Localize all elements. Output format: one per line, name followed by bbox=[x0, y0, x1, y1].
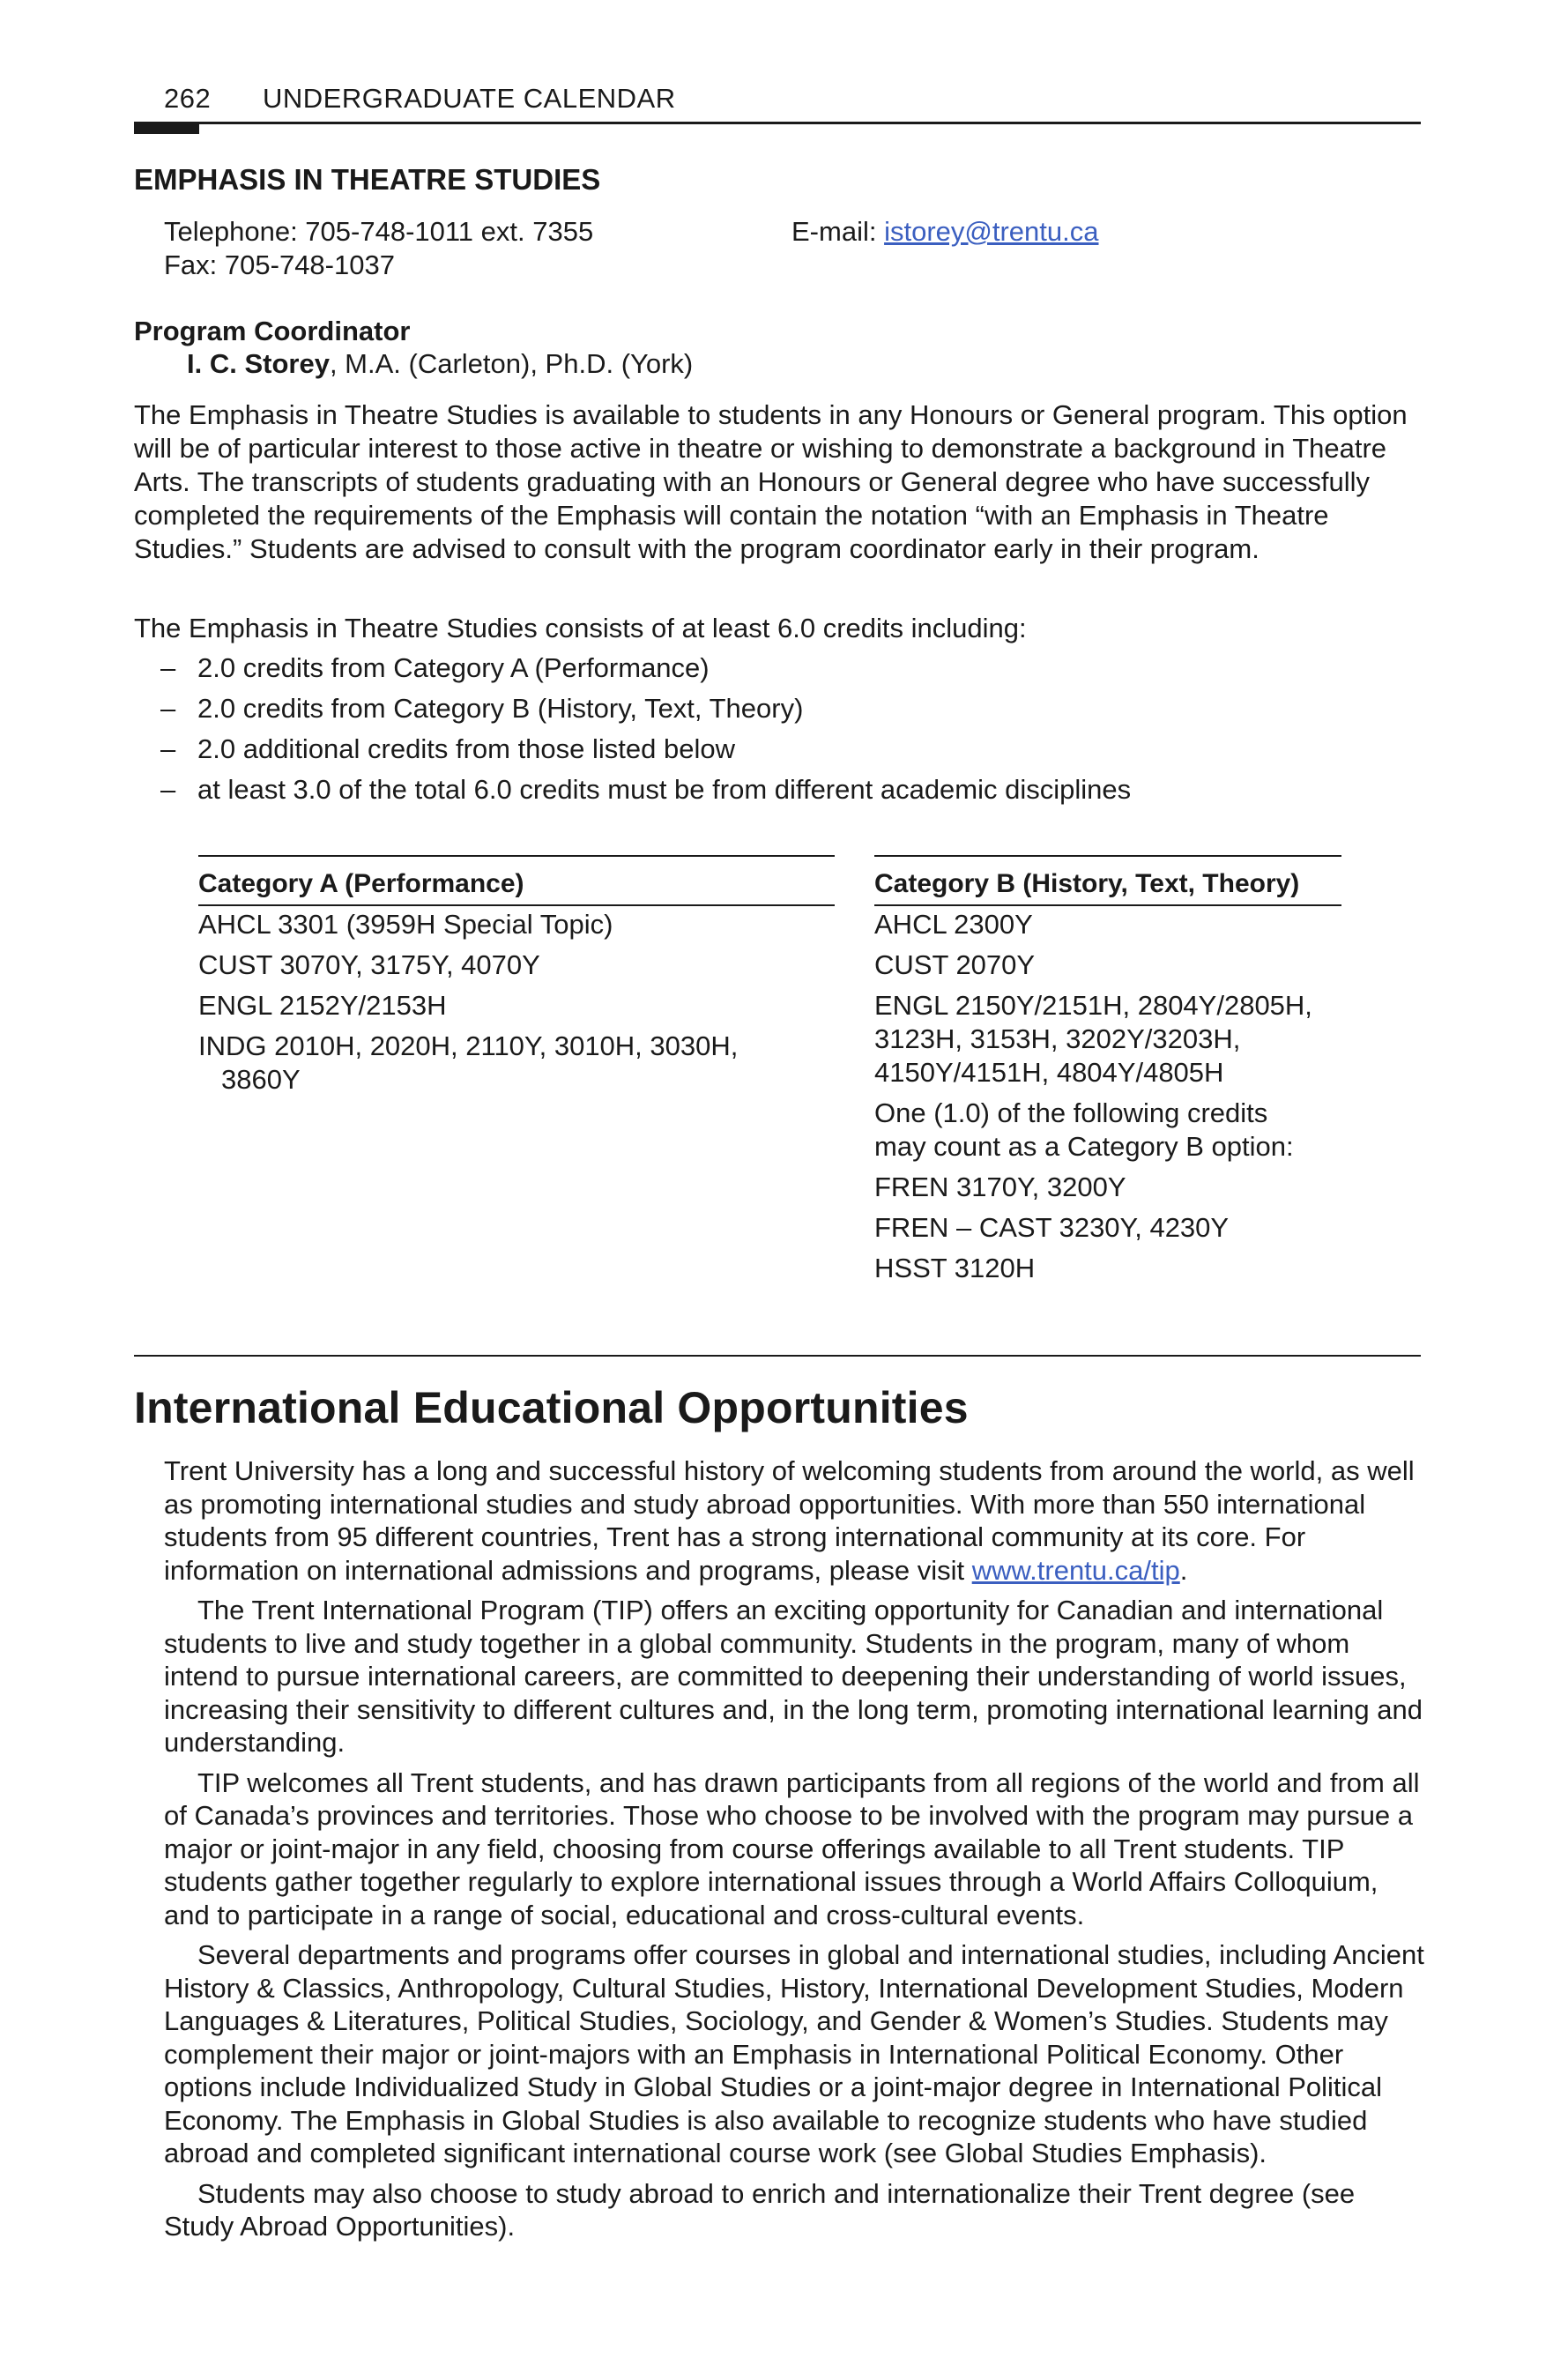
theatre-intro: The Emphasis in Theatre Studies is available to students in any Honours or General program. This option will be of particular interest to those active in theatre or wishing to demonstrate a background in Theatre Arts. The transcripts of students graduating with an Honours or General degree who have successfully completed the requirements of the Emphasis will contain the notation “with an Emphasis in Theatre Studies.” Students are advised to consult with the program coordinator early in their program. bbox=[134, 399, 1408, 564]
list-item: FREN – CAST 3230Y, 4230Y bbox=[874, 1212, 1230, 1243]
category-b-top-rule bbox=[874, 855, 1341, 857]
fax: Fax: 705-748-1037 bbox=[164, 249, 395, 280]
international-body bbox=[164, 1454, 1424, 2250]
list-item: HSST 3120H bbox=[874, 1253, 1036, 1283]
requirements-lead: The Emphasis in Theatre Studies consists of at least 6.0 credits including: bbox=[134, 613, 1027, 643]
theatre-heading: EMPHASIS IN THEATRE STUDIES bbox=[134, 163, 601, 196]
header-rule bbox=[134, 122, 1421, 124]
international-heading: International Educational Opportunities bbox=[134, 1383, 969, 1432]
running-title: UNDERGRADUATE CALENDAR bbox=[263, 83, 676, 114]
page-number: 262 bbox=[164, 83, 212, 114]
category-b-list bbox=[874, 908, 1368, 1292]
international-paragraph-2: The Trent International Program (TIP) offers an exciting opportunity for Canadian and international students to live and study together in a global community. Students in the program, many of whom intend to pursue international careers, are committed to deepening their understanding of world issues, increasing their sensitivity to different cultures and, in the long term, promoting international learning and understanding. bbox=[164, 1595, 1423, 1758]
category-a-top-rule bbox=[198, 855, 835, 857]
list-item: AHCL 3301 (3959H Special Topic) bbox=[198, 909, 613, 940]
email-label: E-mail: bbox=[791, 216, 885, 247]
list-item: AHCL 2300Y bbox=[874, 909, 1033, 940]
category-a-header-rule bbox=[198, 904, 835, 906]
running-header bbox=[164, 83, 676, 115]
category-a-list bbox=[198, 908, 835, 1104]
list-item: – 2.0 additional credits from those listed below bbox=[160, 733, 735, 764]
coordinator-name: I. C. Storey bbox=[187, 348, 330, 379]
international-paragraph-4: Several departments and programs offer courses in global and international studies, including Ancient History & Classics, Anthropology, Cultural Studies, History, International Development Studies, Modern Languages & Literatures, Political Studies, Sociology, and Gender & Women’s Studies. Students may complement their major or joint-majors with an Emphasis in International Political Economy. Other options include Individualized Study in Global Studies or a joint-major degree in International Political Economy. The Emphasis in Global Studies is also available to recognize students who have studied abroad and completed significant international course work (see Global Studies Emphasis). bbox=[164, 1939, 1424, 2168]
list-item: INDG 2010H, 2020H, 2110Y, 3010H, 3030H, bbox=[198, 1030, 739, 1061]
contact-email bbox=[791, 215, 1098, 249]
list-item: ENGL 2152Y/2153H bbox=[198, 990, 447, 1021]
header-tab-bar bbox=[134, 122, 199, 134]
list-item: CUST 3070Y, 3175Y, 4070Y bbox=[198, 949, 540, 980]
international-paragraph-3: TIP welcomes all Trent students, and has drawn participants from all regions of the world and from all of Canada’s provinces and territories. Those who choose to be involved with the program may pursue a major or joint-major in any field, choosing from course offerings available to all Trent students. TIP students gather together regularly to explore international issues through a World Affairs Colloquium, and to participate in a range of social, educational and cross-cultural events. bbox=[164, 1766, 1420, 1930]
international-paragraph-1: Trent University has a long and successful history of welcoming students from around the world, as well as promoting international studies and study abroad opportunities. With more than 550 international students from 95 different countries, Trent has a strong international community at its core. For information on international admissions and programs, please visit www.trentu.ca/tip. bbox=[164, 1455, 1415, 1586]
list-item: 3123H, 3153H, 3202Y/3203H, bbox=[874, 1023, 1241, 1054]
list-item: CUST 2070Y bbox=[874, 949, 1036, 980]
coordinator bbox=[187, 348, 693, 380]
list-item: – 2.0 credits from Category A (Performance) bbox=[160, 652, 710, 683]
list-item: may count as a Category B option: bbox=[874, 1131, 1294, 1162]
list-item: – at least 3.0 of the total 6.0 credits must be from different academic disciplines bbox=[160, 774, 1132, 805]
coordinator-title: Program Coordinator bbox=[134, 316, 411, 346]
coordinator-degrees: , M.A. (Carleton), Ph.D. (York) bbox=[329, 348, 694, 379]
category-b-title: Category B (History, Text, Theory) bbox=[874, 869, 1300, 898]
tip-link[interactable]: www.trentu.ca/tip bbox=[971, 1554, 1180, 1586]
section-divider bbox=[134, 1355, 1421, 1357]
list-item: – 2.0 credits from Category B (History, Text, Theory) bbox=[160, 693, 804, 724]
list-item: One (1.0) of the following credits bbox=[874, 1097, 1268, 1128]
category-a-title: Category A (Performance) bbox=[198, 869, 524, 898]
list-item: 3860Y bbox=[221, 1064, 301, 1095]
category-b-header-rule bbox=[874, 904, 1341, 906]
international-paragraph-5: Students may also choose to study abroad to enrich and internationalize their Trent degree (see Study Abroad Opportunities). bbox=[164, 2177, 1356, 2242]
list-item: FREN 3170Y, 3200Y bbox=[874, 1171, 1126, 1202]
email-link[interactable]: istorey@trentu.ca bbox=[884, 216, 1099, 247]
telephone: Telephone: 705-748-1011 ext. 7355 bbox=[164, 216, 594, 247]
contact-phone-fax bbox=[164, 215, 593, 282]
requirements-list bbox=[160, 651, 1394, 814]
list-item: ENGL 2150Y/2151H, 2804Y/2805H, bbox=[874, 990, 1312, 1021]
list-item: 4150Y/4151H, 4804Y/4805H bbox=[874, 1057, 1224, 1088]
